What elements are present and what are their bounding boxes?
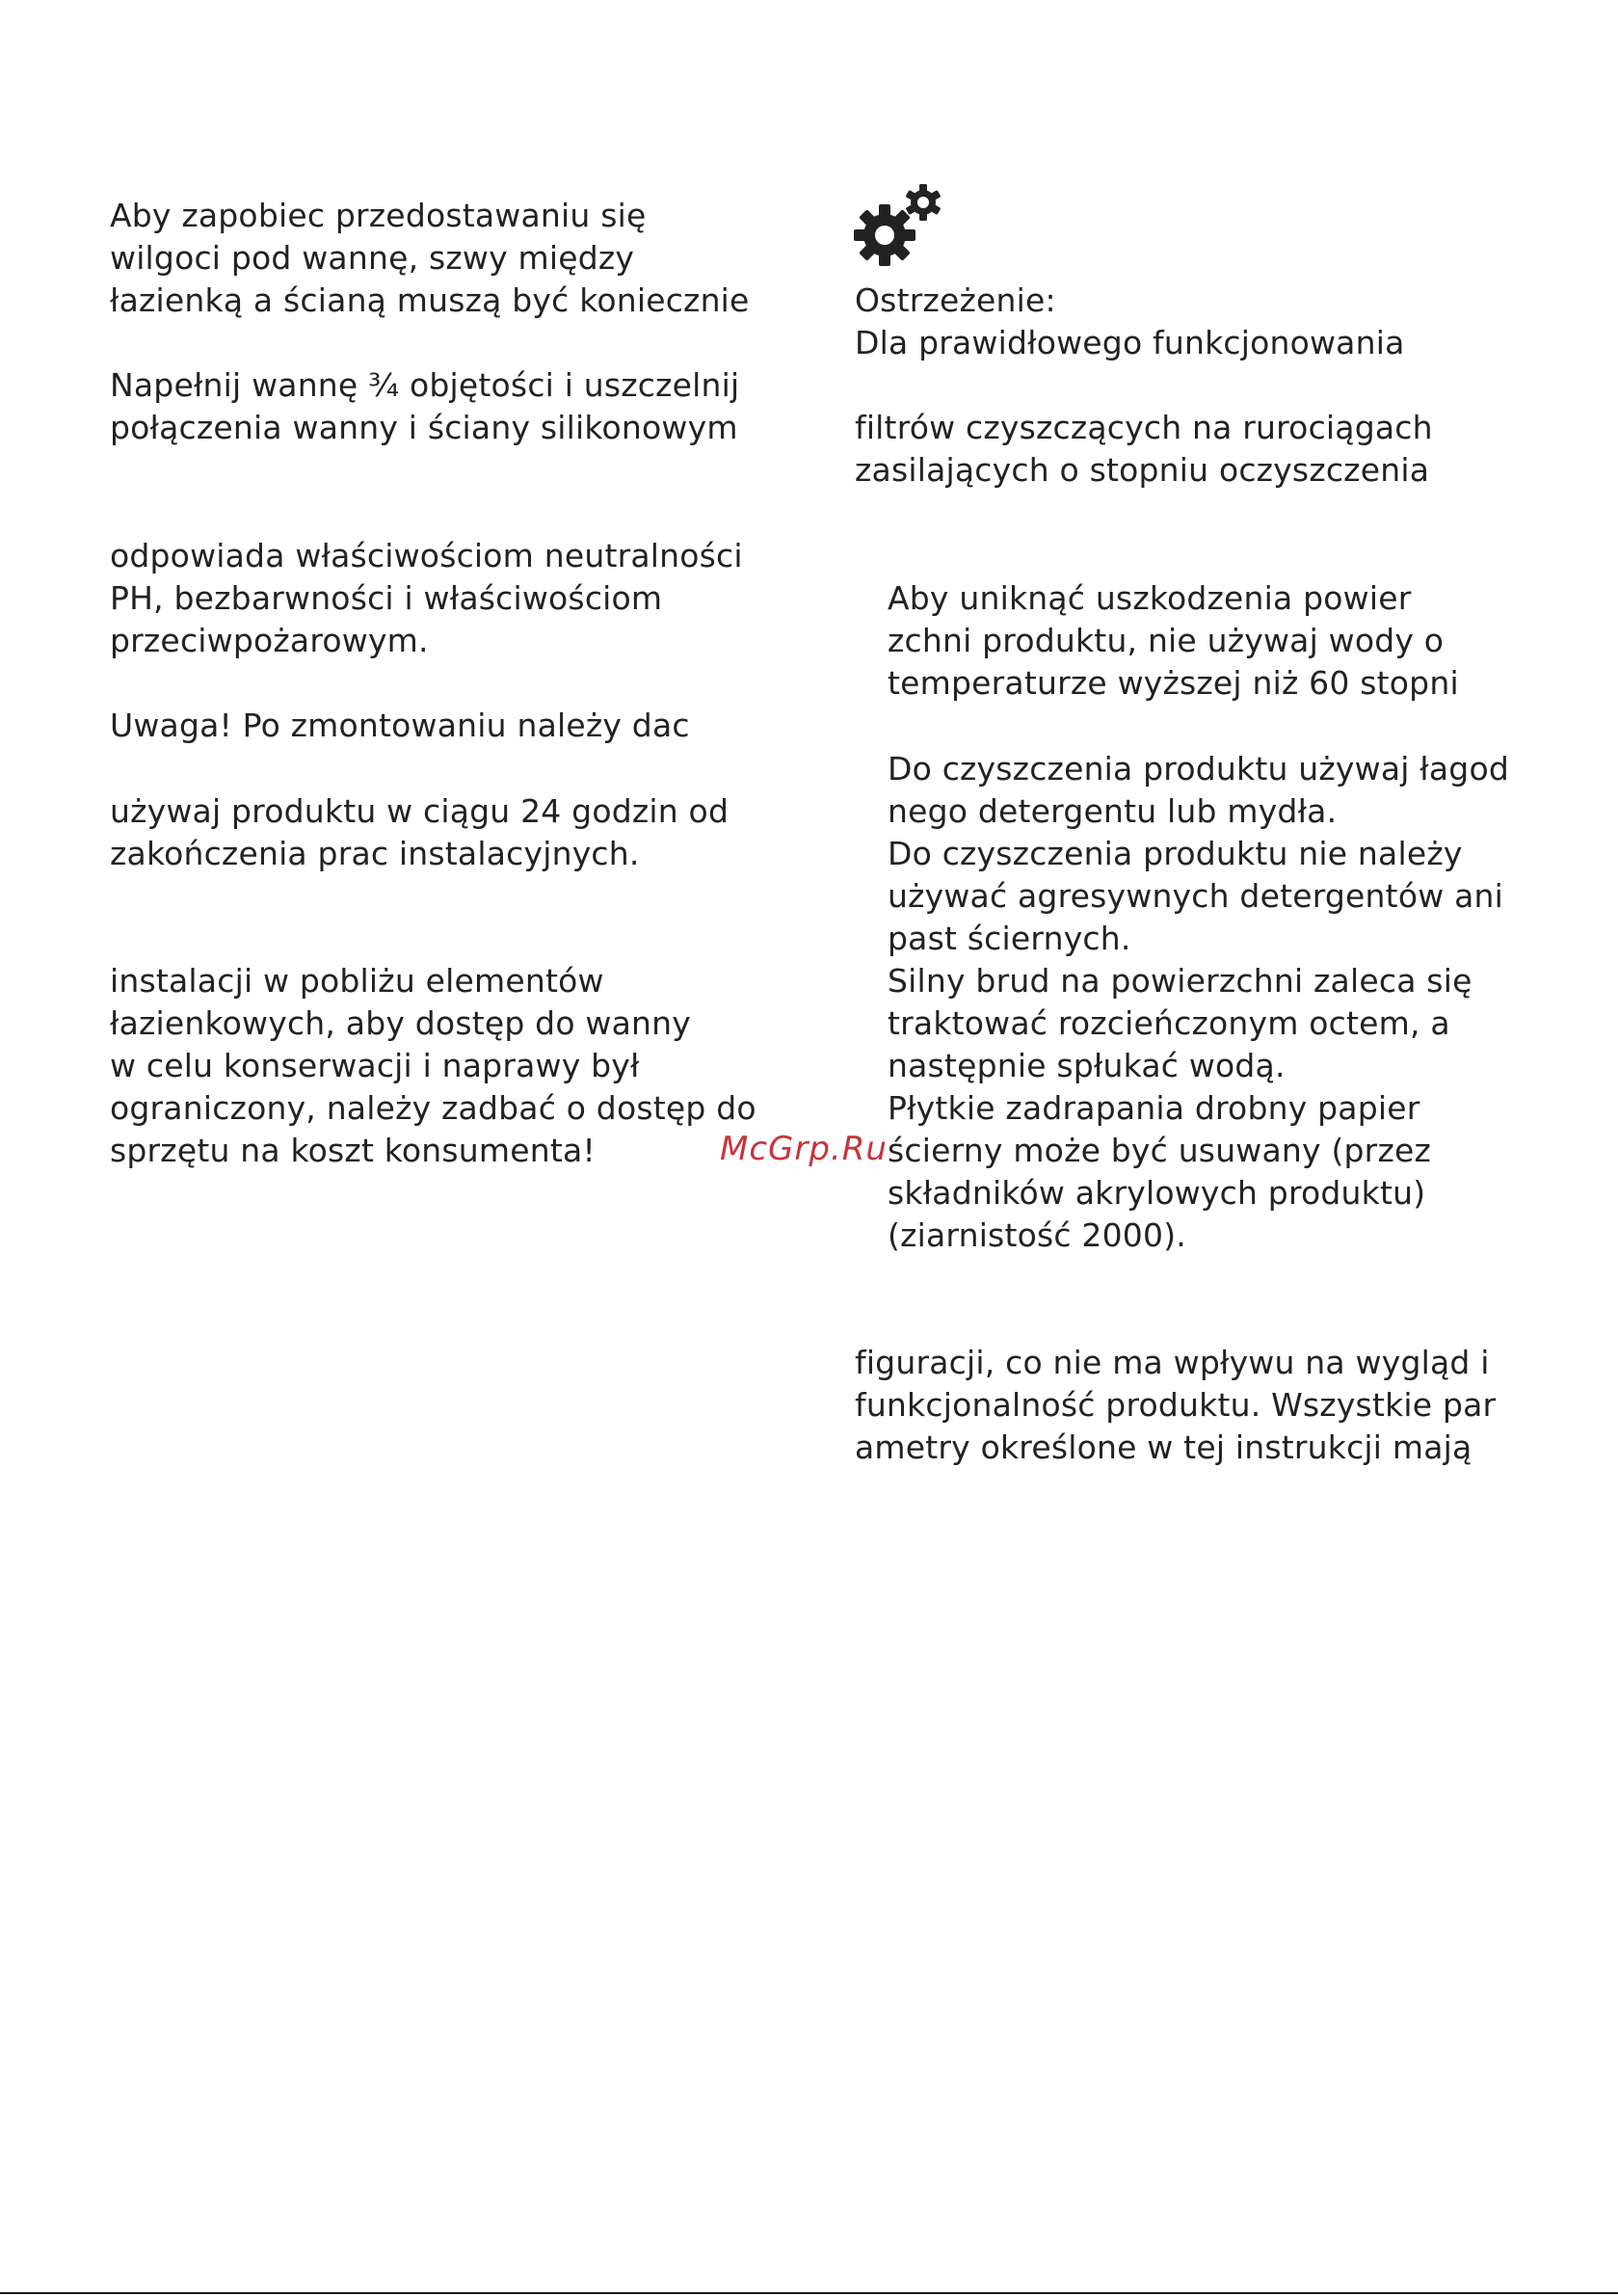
text-line: past ściernych. xyxy=(888,920,1131,957)
text-line: Napełnij wannę ¾ objętości i uszczelnij xyxy=(110,366,740,404)
text-line: filtrów czyszczących na rurociągach xyxy=(855,409,1433,446)
text-line: PH, bezbarwności i właściwościom xyxy=(110,579,663,617)
text-line: Dla prawidłowego funkcjonowania xyxy=(855,324,1405,361)
text-line: Do czyszczenia produktu nie należy xyxy=(888,835,1463,872)
text-line: składników akrylowych produktu) xyxy=(888,1174,1426,1212)
text-line: instalacji w pobliżu elementów xyxy=(110,962,604,1000)
text-line: przeciwpożarowym. xyxy=(110,622,429,659)
gears-icon xyxy=(852,183,944,272)
text-line: łazienką a ścianą muszą być koniecznie xyxy=(110,281,750,319)
text-line: funkcjonalność produktu. Wszystkie par xyxy=(855,1386,1497,1424)
text-line: zakończenia prac instalacyjnych. xyxy=(110,835,640,872)
text-line: Aby zapobiec przedostawaniu się xyxy=(110,197,647,234)
text-line: połączenia wanny i ściany silikonowym xyxy=(110,409,738,446)
text-line: Ostrzeżenie: xyxy=(855,281,1056,319)
text-line: sprzętu na koszt konsumenta! xyxy=(110,1132,596,1169)
text-line: wilgoci pod wannę, szwy między xyxy=(110,239,635,277)
text-line: ścierny może być usuwany (przez xyxy=(888,1132,1431,1169)
text-line: zasilających o stopniu oczyszczenia xyxy=(855,451,1430,489)
text-line: odpowiada właściwościom neutralności xyxy=(110,537,743,574)
text-line: ograniczony, należy zadbać o dostęp do xyxy=(110,1089,756,1127)
text-line: Do czyszczenia produktu używaj łagod xyxy=(888,750,1509,788)
text-line: używać agresywnych detergentów ani xyxy=(888,877,1503,915)
text-line: Silny brud na powierzchni zaleca się xyxy=(888,962,1472,1000)
watermark: McGrp.Ru xyxy=(720,1130,888,1168)
text-line: używaj produktu w ciągu 24 godzin od xyxy=(110,792,729,830)
text-line: Uwaga! Po zmontowaniu należy dac xyxy=(110,707,690,744)
text-line: zchni produktu, nie używaj wody o xyxy=(888,622,1445,659)
text-line: traktować rozcieńczonym octem, a xyxy=(888,1004,1450,1042)
text-line: Aby uniknąć uszkodzenia powier xyxy=(888,579,1412,617)
text-line: ametry określone w tej instrukcji mają xyxy=(855,1428,1472,1466)
text-line: łazienkowych, aby dostęp do wanny xyxy=(110,1004,691,1042)
text-line: temperaturze wyższej niż 60 stopni xyxy=(888,664,1459,702)
text-line: (ziarnistość 2000). xyxy=(888,1216,1186,1254)
text-line: figuracji, co nie ma wpływu na wygląd i xyxy=(855,1344,1490,1381)
text-line: następnie spłukać wodą. xyxy=(888,1047,1286,1084)
text-line: nego detergentu lub mydła. xyxy=(888,792,1338,830)
text-line: Płytkie zadrapania drobny papier xyxy=(888,1089,1420,1127)
page-bottom-rule xyxy=(0,2292,1618,2294)
text-line: w celu konserwacji i naprawy był xyxy=(110,1047,640,1084)
